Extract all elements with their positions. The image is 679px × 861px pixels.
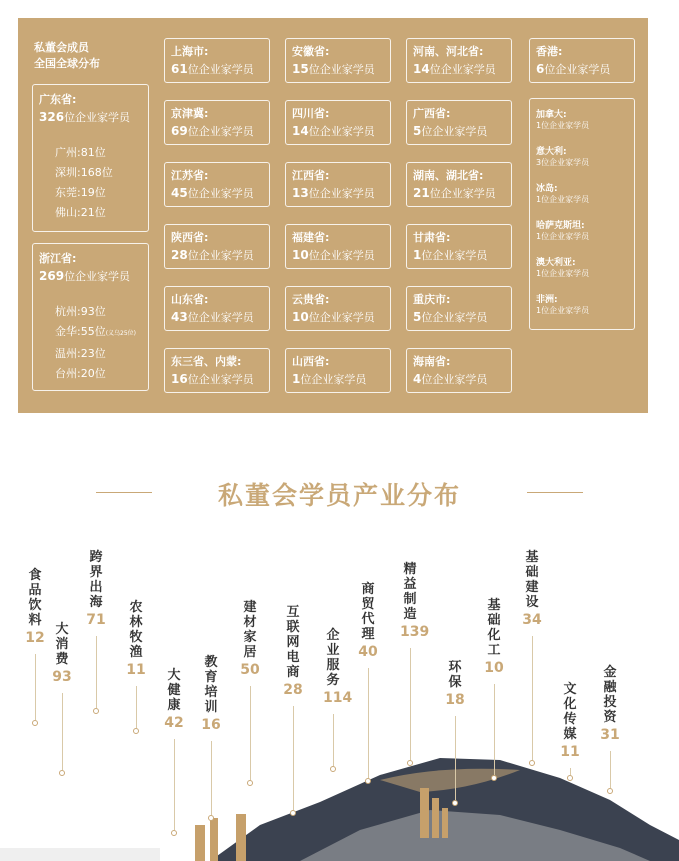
industry-value: 139 bbox=[400, 624, 430, 640]
city-list: 广州:81位 深圳:168位 东莞:19位 佛山:21位 bbox=[55, 146, 113, 219]
region-count: 28位企业家学员 bbox=[171, 248, 254, 262]
industry-name: 跨 界 出 海 bbox=[89, 550, 103, 610]
industry-name: 农 林 牧 渔 bbox=[129, 600, 143, 660]
industry-dot bbox=[247, 780, 253, 786]
industry-value: 40 bbox=[358, 644, 378, 660]
industry-value: 28 bbox=[283, 682, 303, 698]
region-box bbox=[285, 100, 391, 145]
industry-item bbox=[201, 655, 221, 733]
region-box bbox=[164, 286, 270, 331]
region-box bbox=[406, 286, 512, 331]
overseas-count: 1位企业家学员 bbox=[536, 232, 590, 241]
overseas-count: 1位企业家学员 bbox=[536, 306, 590, 315]
industry-item bbox=[600, 665, 620, 743]
industry-name: 基 础 化 工 bbox=[487, 598, 501, 658]
overseas-box bbox=[529, 98, 635, 330]
city-list: 杭州:93位 金华:55位(义乌25位) 温州:23位 台州:20位 bbox=[55, 305, 137, 380]
industry-stem bbox=[136, 686, 137, 728]
region-name: 陕西省: bbox=[171, 231, 209, 244]
industry-stem bbox=[410, 648, 411, 760]
industry-value: 10 bbox=[484, 660, 504, 676]
industry-value: 11 bbox=[560, 744, 580, 760]
industry-value: 16 bbox=[201, 717, 221, 733]
region-name: 福建省: bbox=[292, 231, 330, 244]
region-name: 湖南、湖北省: bbox=[413, 169, 484, 182]
industry-dot bbox=[607, 788, 613, 794]
region-name: 河南、河北省: bbox=[413, 45, 484, 58]
region-count: 45位企业家学员 bbox=[171, 186, 254, 200]
industry-item bbox=[484, 598, 504, 676]
region-box bbox=[285, 286, 391, 331]
industry-name: 大 消 费 bbox=[55, 622, 69, 667]
industry-name: 互 联 网 电 商 bbox=[286, 605, 300, 680]
region-count: 69位企业家学员 bbox=[171, 124, 254, 138]
region-count: 43位企业家学员 bbox=[171, 310, 254, 324]
industry-item bbox=[445, 660, 465, 708]
region-name: 重庆市: bbox=[413, 293, 451, 306]
industry-name: 企 业 服 务 bbox=[326, 628, 340, 688]
region-count: 10位企业家学员 bbox=[292, 248, 375, 262]
industry-value: 34 bbox=[522, 612, 542, 628]
industry-stem bbox=[610, 751, 611, 788]
region-box bbox=[285, 224, 391, 269]
industry-name: 环 保 bbox=[448, 660, 462, 690]
industry-item bbox=[400, 562, 430, 640]
industry-item bbox=[522, 550, 542, 628]
industry-name: 金 融 投 资 bbox=[603, 665, 617, 725]
industry-name: 精 益 制 造 bbox=[403, 562, 417, 622]
industry-stem bbox=[211, 741, 212, 815]
region-box bbox=[164, 162, 270, 207]
region-box bbox=[406, 100, 512, 145]
region-name: 甘肃省: bbox=[413, 231, 451, 244]
industry-value: 114 bbox=[323, 690, 353, 706]
region-box bbox=[164, 100, 270, 145]
region-count: 13位企业家学员 bbox=[292, 186, 375, 200]
region-box bbox=[164, 348, 270, 393]
industry-item bbox=[283, 605, 303, 698]
region-count: 61位企业家学员 bbox=[171, 62, 254, 76]
industry-dot bbox=[529, 760, 535, 766]
region-count: 1位企业家学员 bbox=[292, 372, 367, 386]
industry-stem bbox=[174, 739, 175, 830]
industry-dot bbox=[290, 810, 296, 816]
overseas-count: 1位企业家学员 bbox=[536, 269, 590, 278]
industry-value: 93 bbox=[52, 669, 72, 685]
industry-stem bbox=[35, 654, 36, 720]
region-box-zhejiang: 浙江省: 269位企业家学员 杭州:93位 金华:55位(义乌25位) 温州:23位 台州:20位 bbox=[32, 243, 149, 391]
region-count: 1位企业家学员 bbox=[413, 248, 488, 262]
industry-item bbox=[358, 582, 378, 660]
region-name: 京津冀: bbox=[171, 107, 209, 120]
industry-dot bbox=[133, 728, 139, 734]
industry-dot bbox=[59, 770, 65, 776]
overseas-name: 冰岛: bbox=[536, 184, 558, 194]
industry-value: 71 bbox=[86, 612, 106, 628]
overseas-count: 1位企业家学员 bbox=[536, 195, 590, 204]
industry-item bbox=[164, 668, 184, 731]
industry-stem bbox=[250, 686, 251, 780]
region-box bbox=[285, 38, 391, 83]
region-name: 广西省: bbox=[413, 107, 451, 120]
industry-value: 18 bbox=[445, 692, 465, 708]
industry-dot bbox=[208, 815, 214, 821]
industry-stem bbox=[455, 716, 456, 800]
industry-stem bbox=[570, 768, 571, 775]
region-count: 15位企业家学员 bbox=[292, 62, 375, 76]
region-count: 6位企业家学员 bbox=[536, 62, 611, 76]
industry-name: 文 化 传 媒 bbox=[563, 682, 577, 742]
overseas-name: 澳大利亚: bbox=[536, 258, 576, 268]
panel-title: 私董会成员 全国全球分布 bbox=[34, 41, 100, 70]
industry-stem bbox=[494, 684, 495, 775]
industry-stem bbox=[532, 636, 533, 760]
region-name: 海南省: bbox=[413, 355, 451, 368]
industry-value: 12 bbox=[25, 630, 45, 646]
region-count: 14位企业家学员 bbox=[292, 124, 375, 138]
industry-dot bbox=[93, 708, 99, 714]
region-count: 4位企业家学员 bbox=[413, 372, 488, 386]
region-name: 安徽省: bbox=[292, 45, 330, 58]
industry-name: 大 健 康 bbox=[167, 668, 181, 713]
industry-name: 建 材 家 居 bbox=[243, 600, 257, 660]
region-name: 山东省: bbox=[171, 293, 209, 306]
region-name: 东三省、内蒙: bbox=[171, 355, 242, 368]
industry-name: 基 础 建 设 bbox=[525, 550, 539, 610]
industry-dot bbox=[452, 800, 458, 806]
overseas-name: 加拿大: bbox=[536, 110, 567, 120]
region-box bbox=[164, 224, 270, 269]
industry-item bbox=[323, 628, 353, 706]
region-name: 江西省: bbox=[292, 169, 330, 182]
industry-item bbox=[86, 550, 106, 628]
industry-stem bbox=[368, 668, 369, 778]
industry-name: 食 品 饮 料 bbox=[28, 568, 42, 628]
industry-stem bbox=[62, 693, 63, 770]
industry-name: 商 贸 代 理 bbox=[361, 582, 375, 642]
region-box bbox=[285, 162, 391, 207]
industry-dot bbox=[330, 766, 336, 772]
industry-stem bbox=[333, 714, 334, 766]
industry-dot bbox=[491, 775, 497, 781]
industry-dot bbox=[407, 760, 413, 766]
overseas-name: 非洲: bbox=[536, 295, 558, 305]
industry-value: 50 bbox=[240, 662, 260, 678]
industry-item bbox=[52, 622, 72, 685]
industry-value: 42 bbox=[164, 715, 184, 731]
region-name: 云贵省: bbox=[292, 293, 330, 306]
region-box bbox=[406, 38, 512, 83]
overseas-count: 3位企业家学员 bbox=[536, 158, 590, 167]
region-count: 10位企业家学员 bbox=[292, 310, 375, 324]
industry-stem bbox=[293, 706, 294, 810]
industry-stem bbox=[96, 636, 97, 708]
region-box bbox=[529, 38, 635, 83]
region-name: 山西省: bbox=[292, 355, 330, 368]
section-title: 私董会学员产业分布 bbox=[217, 481, 461, 510]
industry-item bbox=[240, 600, 260, 678]
region-box bbox=[285, 348, 391, 393]
industry-value: 11 bbox=[126, 662, 146, 678]
region-name: 上海市: bbox=[171, 45, 209, 58]
industry-dot bbox=[171, 830, 177, 836]
region-name: 四川省: bbox=[292, 107, 330, 120]
industry-value: 31 bbox=[600, 727, 620, 743]
region-box bbox=[406, 162, 512, 207]
overseas-name: 哈萨克斯坦: bbox=[536, 221, 585, 231]
industry-dot bbox=[365, 778, 371, 784]
industry-item bbox=[25, 568, 45, 646]
overseas-count: 1位企业家学员 bbox=[536, 121, 590, 130]
industry-item bbox=[126, 600, 146, 678]
overseas-name: 意大利: bbox=[536, 147, 567, 157]
region-box bbox=[406, 224, 512, 269]
region-name: 香港: bbox=[536, 45, 563, 58]
region-count: 14位企业家学员 bbox=[413, 62, 496, 76]
industry-dot bbox=[567, 775, 573, 781]
region-count: 16位企业家学员 bbox=[171, 372, 254, 386]
region-count: 21位企业家学员 bbox=[413, 186, 496, 200]
region-count: 5位企业家学员 bbox=[413, 124, 488, 138]
industry-dot bbox=[32, 720, 38, 726]
industry-name: 教 育 培 训 bbox=[204, 655, 218, 715]
region-box-guangdong: 广东省: 326位企业家学员 广州:81位 深圳:168位 东莞:19位 佛山:21位 bbox=[32, 84, 149, 232]
region-box bbox=[406, 348, 512, 393]
region-name: 江苏省: bbox=[171, 169, 209, 182]
region-count: 5位企业家学员 bbox=[413, 310, 488, 324]
industry-item bbox=[560, 682, 580, 760]
region-box bbox=[164, 38, 270, 83]
